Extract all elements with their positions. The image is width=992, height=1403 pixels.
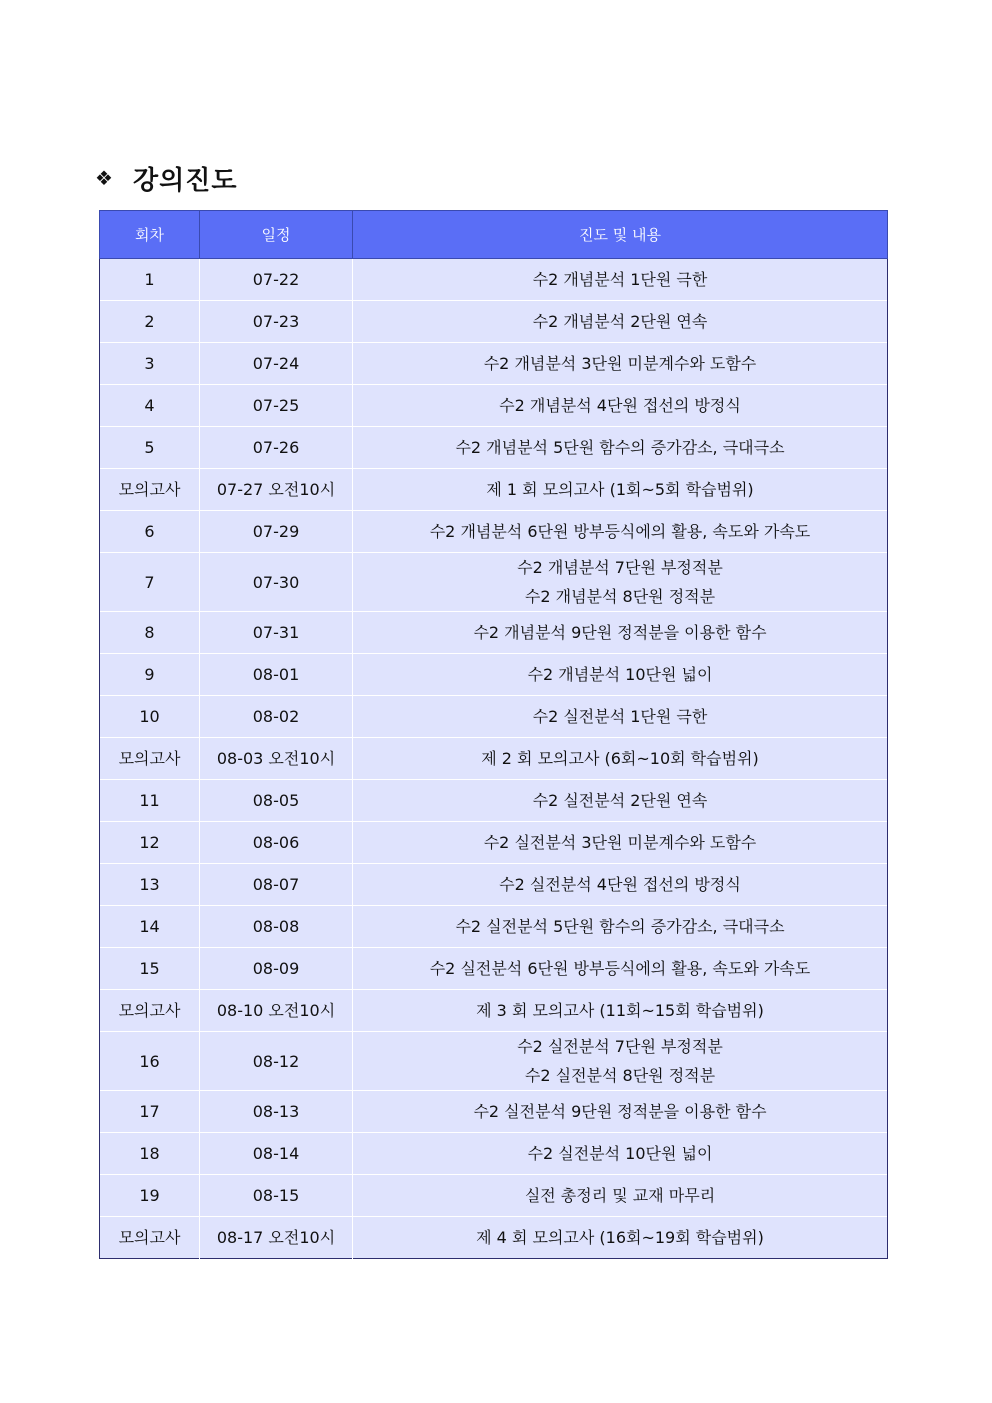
date-cell: 07-31 bbox=[200, 612, 353, 654]
session-cell: 11 bbox=[100, 780, 200, 822]
table-row bbox=[100, 1032, 888, 1091]
content-line: 수2 실전분석 10단원 넓이 bbox=[527, 1144, 713, 1163]
date-cell: 08-14 bbox=[200, 1133, 353, 1175]
content-line: 수2 실전분석 1단원 극한 bbox=[532, 707, 708, 726]
session-cell: 모의고사 bbox=[100, 469, 200, 511]
content-cell bbox=[353, 511, 888, 553]
header-date: 일정 bbox=[200, 211, 353, 259]
content-cell bbox=[353, 553, 888, 612]
content-line: 수2 실전분석 4단원 접선의 방정식 bbox=[499, 875, 741, 894]
date-cell: 07-29 bbox=[200, 511, 353, 553]
table-row bbox=[100, 1091, 888, 1133]
content-line: 수2 실전분석 3단원 미분계수와 도함수 bbox=[483, 833, 757, 852]
session-cell: 8 bbox=[100, 612, 200, 654]
session-cell: 모의고사 bbox=[100, 1217, 200, 1259]
table-row bbox=[100, 1217, 888, 1259]
table-row bbox=[100, 864, 888, 906]
content-line: 제 2 회 모의고사 (6회~10회 학습범위) bbox=[481, 749, 759, 768]
content-cell bbox=[353, 1032, 888, 1091]
date-cell: 08-08 bbox=[200, 906, 353, 948]
session-cell: 19 bbox=[100, 1175, 200, 1217]
schedule-body bbox=[100, 259, 888, 1259]
table-row bbox=[100, 343, 888, 385]
table-row bbox=[100, 259, 888, 301]
date-cell: 07-25 bbox=[200, 385, 353, 427]
date-cell: 07-26 bbox=[200, 427, 353, 469]
content-line: 수2 개념분석 2단원 연속 bbox=[532, 312, 708, 331]
session-cell: 모의고사 bbox=[100, 990, 200, 1032]
session-cell: 12 bbox=[100, 822, 200, 864]
session-cell: 4 bbox=[100, 385, 200, 427]
content-cell bbox=[353, 1091, 888, 1133]
content-line: 수2 실전분석 8단원 정적분 bbox=[524, 1066, 716, 1085]
diamond-bullet-icon: ❖ bbox=[95, 166, 113, 190]
session-cell: 6 bbox=[100, 511, 200, 553]
table-row bbox=[100, 1133, 888, 1175]
content-line: 제 3 회 모의고사 (11회~15회 학습범위) bbox=[476, 1001, 764, 1020]
table-row bbox=[100, 906, 888, 948]
content-cell bbox=[353, 696, 888, 738]
content-line: 수2 실전분석 2단원 연속 bbox=[532, 791, 708, 810]
header-content: 진도 및 내용 bbox=[353, 211, 888, 259]
content-line: 실전 총정리 및 교재 마무리 bbox=[524, 1186, 716, 1205]
content-cell bbox=[353, 301, 888, 343]
session-cell: 3 bbox=[100, 343, 200, 385]
content-cell bbox=[353, 427, 888, 469]
content-cell bbox=[353, 738, 888, 780]
table-row bbox=[100, 1175, 888, 1217]
date-cell: 07-30 bbox=[200, 553, 353, 612]
table-row bbox=[100, 948, 888, 990]
date-cell: 08-15 bbox=[200, 1175, 353, 1217]
content-line: 수2 개념분석 4단원 접선의 방정식 bbox=[499, 396, 741, 415]
content-cell bbox=[353, 343, 888, 385]
date-cell: 07-22 bbox=[200, 259, 353, 301]
table-row bbox=[100, 427, 888, 469]
date-cell: 08-05 bbox=[200, 780, 353, 822]
content-line: 수2 개념분석 6단원 방부등식에의 활용, 속도와 가속도 bbox=[429, 522, 811, 541]
session-cell: 2 bbox=[100, 301, 200, 343]
content-cell bbox=[353, 990, 888, 1032]
session-cell: 14 bbox=[100, 906, 200, 948]
content-line: 수2 개념분석 10단원 넓이 bbox=[527, 665, 713, 684]
date-cell: 07-27 오전10시 bbox=[200, 469, 353, 511]
content-cell bbox=[353, 1175, 888, 1217]
session-cell: 15 bbox=[100, 948, 200, 990]
content-cell bbox=[353, 948, 888, 990]
content-cell bbox=[353, 1217, 888, 1259]
content-line: 수2 실전분석 9단원 정적분을 이용한 함수 bbox=[473, 1102, 767, 1121]
table-row bbox=[100, 385, 888, 427]
table-row bbox=[100, 822, 888, 864]
table-row bbox=[100, 612, 888, 654]
session-cell: 7 bbox=[100, 553, 200, 612]
session-cell: 18 bbox=[100, 1133, 200, 1175]
content-line: 수2 개념분석 3단원 미분계수와 도함수 bbox=[483, 354, 757, 373]
date-cell: 08-06 bbox=[200, 822, 353, 864]
content-line: 수2 개념분석 5단원 함수의 증가감소, 극대극소 bbox=[455, 438, 785, 457]
table-row bbox=[100, 990, 888, 1032]
content-line: 수2 개념분석 1단원 극한 bbox=[532, 270, 708, 289]
session-cell: 13 bbox=[100, 864, 200, 906]
content-cell bbox=[353, 612, 888, 654]
section-title: 강의진도 bbox=[133, 165, 238, 196]
content-line: 수2 실전분석 5단원 함수의 증가감소, 극대극소 bbox=[455, 917, 785, 936]
date-cell: 08-07 bbox=[200, 864, 353, 906]
session-cell: 17 bbox=[100, 1091, 200, 1133]
content-cell bbox=[353, 259, 888, 301]
content-line: 수2 실전분석 6단원 방부등식에의 활용, 속도와 가속도 bbox=[429, 959, 811, 978]
table-row bbox=[100, 469, 888, 511]
table-row bbox=[100, 511, 888, 553]
table-row bbox=[100, 654, 888, 696]
date-cell: 08-01 bbox=[200, 654, 353, 696]
table-header-row bbox=[100, 211, 888, 259]
session-cell: 모의고사 bbox=[100, 738, 200, 780]
header-session: 회차 bbox=[100, 211, 200, 259]
date-cell: 08-10 오전10시 bbox=[200, 990, 353, 1032]
date-cell: 08-17 오전10시 bbox=[200, 1217, 353, 1259]
content-line: 수2 개념분석 8단원 정적분 bbox=[524, 587, 716, 606]
content-line: 제 4 회 모의고사 (16회~19회 학습범위) bbox=[476, 1228, 764, 1247]
date-cell: 08-02 bbox=[200, 696, 353, 738]
content-cell bbox=[353, 864, 888, 906]
content-cell bbox=[353, 780, 888, 822]
date-cell: 08-13 bbox=[200, 1091, 353, 1133]
table-row bbox=[100, 301, 888, 343]
date-cell: 08-09 bbox=[200, 948, 353, 990]
session-cell: 5 bbox=[100, 427, 200, 469]
content-line: 수2 개념분석 7단원 부정적분 bbox=[517, 558, 723, 577]
session-cell: 1 bbox=[100, 259, 200, 301]
table-row bbox=[100, 780, 888, 822]
content-cell bbox=[353, 822, 888, 864]
table-row bbox=[100, 553, 888, 612]
date-cell: 07-23 bbox=[200, 301, 353, 343]
schedule-table bbox=[99, 210, 888, 1259]
date-cell: 08-03 오전10시 bbox=[200, 738, 353, 780]
table-row bbox=[100, 696, 888, 738]
session-cell: 9 bbox=[100, 654, 200, 696]
content-line: 수2 실전분석 7단원 부정적분 bbox=[517, 1037, 723, 1056]
content-cell bbox=[353, 469, 888, 511]
table-row bbox=[100, 738, 888, 780]
content-cell bbox=[353, 906, 888, 948]
content-line: 수2 개념분석 9단원 정적분을 이용한 함수 bbox=[473, 623, 767, 642]
content-line: 제 1 회 모의고사 (1회~5회 학습범위) bbox=[486, 480, 754, 499]
session-cell: 16 bbox=[100, 1032, 200, 1091]
content-cell bbox=[353, 654, 888, 696]
section-heading bbox=[95, 158, 237, 198]
session-cell: 10 bbox=[100, 696, 200, 738]
content-cell bbox=[353, 1133, 888, 1175]
date-cell: 08-12 bbox=[200, 1032, 353, 1091]
date-cell: 07-24 bbox=[200, 343, 353, 385]
content-cell bbox=[353, 385, 888, 427]
